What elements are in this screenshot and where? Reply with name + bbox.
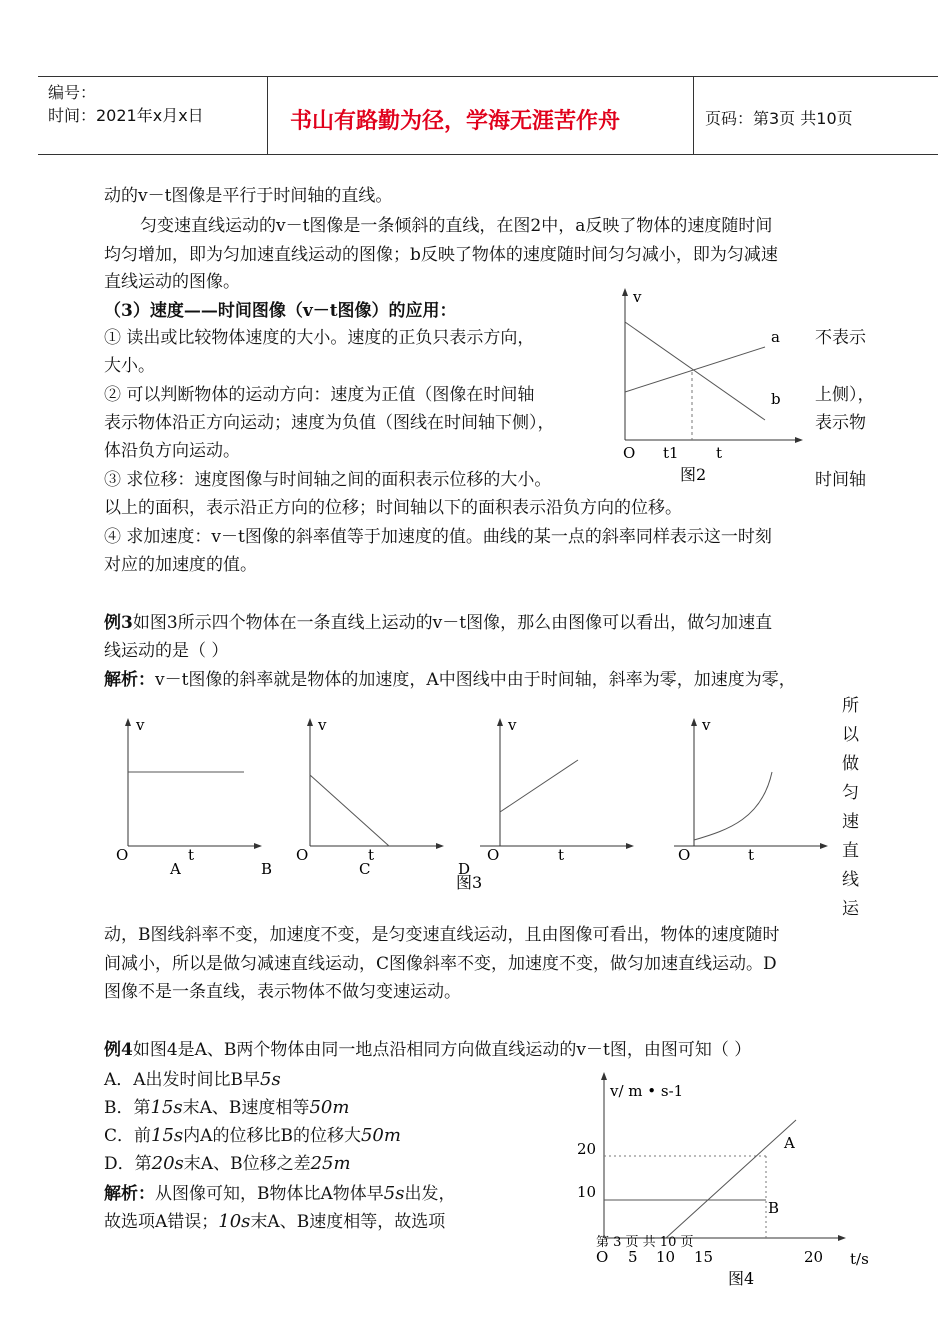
- header-top-line: [38, 76, 938, 77]
- header-divider-1: [267, 76, 268, 155]
- solution-4-line-2: [104, 1208, 445, 1236]
- para-2b: 均匀增加，即为匀加速直线运动的图像；b反映了物体的速度随时间匀匀减小，即为匀减速: [104, 245, 778, 265]
- vertical-char: 直: [842, 841, 859, 861]
- solution-4-line-1: [104, 1180, 455, 1208]
- solution-4-label: 解析：: [104, 1184, 155, 1204]
- item-2d: 表示物: [815, 413, 866, 433]
- doc-code-label: 编号：: [48, 83, 97, 102]
- solution-4-text-1: 从图像可知，B物体比A物体早: [155, 1184, 384, 1204]
- solution-3-vertical-column: [842, 692, 862, 924]
- header-motto: 书山有路勤为径，学海无涯苦作舟: [290, 109, 621, 134]
- figure-4: [570, 1066, 880, 1316]
- fig4-ytick-20: 20: [577, 1140, 597, 1158]
- fig3-c-line: [500, 760, 578, 812]
- vertical-char: 匀: [842, 783, 859, 803]
- fig4-xtick-10: 10: [656, 1248, 676, 1266]
- fig3-b-v: v: [318, 716, 327, 734]
- figure-2: [605, 282, 815, 494]
- item-3b: 时间轴: [815, 470, 866, 490]
- item-1a: ① 读出或比较物体速度的大小。速度的正负只表示方向，: [104, 328, 535, 348]
- option-c-math-1: 15s: [151, 1125, 184, 1146]
- option-d: [104, 1150, 351, 1178]
- vertical-char: 以: [842, 725, 859, 745]
- fig2-caption: 图2: [680, 465, 707, 484]
- vertical-char: 做: [842, 754, 859, 774]
- option-c-text-2: 内A的位移比B的位移大: [183, 1126, 361, 1146]
- example-3-line-2: 线运动的是（ ）: [104, 641, 229, 661]
- fig2-t1-label: t1: [663, 444, 679, 462]
- fig3-panel-a: [116, 716, 262, 878]
- item-2a: ② 可以判断物体的运动方向：速度为正值（图像在时间轴: [104, 385, 535, 405]
- solution-3-text-a: v－t图像的斜率就是物体的加速度，A中图线中由于时间轴，斜率为零，加速度为零，: [155, 670, 796, 690]
- fig3-d-curve: [694, 772, 772, 840]
- header-page-info: 页码：第3页 共10页: [705, 109, 853, 128]
- solution-4-text-4: 末A、B速度相等，故选项: [250, 1212, 446, 1232]
- fig3-d-t: t: [748, 846, 755, 864]
- option-b: [104, 1094, 349, 1122]
- vertical-char: 运: [842, 899, 859, 919]
- fig2-y-arrow: [622, 288, 628, 296]
- fig2-origin-label: O: [623, 444, 636, 462]
- fig3-caption: 图3: [456, 873, 483, 892]
- fig4-xlabel: t/s: [850, 1250, 869, 1268]
- fig4-line-b-label: B: [768, 1199, 780, 1217]
- fig2-line-a: [625, 347, 765, 392]
- fig4-xtick-o: O: [596, 1248, 609, 1266]
- solution-4-math-2: 10s: [218, 1211, 251, 1232]
- header-divider-2: [693, 76, 694, 155]
- section-heading-3: （3）速度——时间图像（v－t图像）的应用：: [104, 301, 457, 321]
- solution-3-line-4: 图像不是一条直线，表示物体不做匀变速运动。: [104, 982, 461, 1002]
- solution-4-text-3: 故选项A错误；: [104, 1212, 219, 1232]
- fig3-c-v: v: [508, 716, 517, 734]
- solution-3-line-2: 动，B图线斜率不变，加速度不变，是匀变速直线运动，且由图像可看出，物体的速度随时: [104, 925, 780, 945]
- fig4-xtick-20: 20: [804, 1248, 824, 1266]
- fig3-a-o: O: [116, 846, 129, 864]
- item-3c: 以上的面积，表示沿正方向的位移；时间轴以下的面积表示沿负方向的位移。: [104, 498, 682, 518]
- fig3-d-v: v: [702, 716, 711, 734]
- fig4-line-a-label: A: [784, 1134, 795, 1152]
- fig2-line-b: [625, 322, 765, 420]
- para-2c: 直线运动的图像。: [104, 272, 240, 292]
- item-4b: 对应的加速度的值。: [104, 555, 257, 575]
- fig3-a-v: v: [136, 716, 145, 734]
- fig3-d-o: O: [678, 846, 691, 864]
- item-2b: 上侧），: [815, 385, 875, 405]
- item-2e: 体沿负方向运动。: [104, 441, 240, 461]
- vertical-char: 线: [842, 870, 859, 890]
- example-4-text: 如图4是A、B两个物体由同一地点沿相同方向做直线运动的v－t图，由图可知（ ）: [132, 1040, 752, 1060]
- option-b-text: B．第: [104, 1098, 151, 1118]
- option-d-math-1: 20s: [151, 1153, 184, 1174]
- option-b-math-1: 15s: [150, 1097, 183, 1118]
- fig4-line-a: [666, 1120, 796, 1238]
- solution-3-line-3: 间减小，所以是做匀减速直线运动，C图像斜率不变，加速度不变，做匀加速直线运动。D: [104, 954, 777, 974]
- option-a: [104, 1066, 281, 1094]
- fig4-ytick-10: 10: [577, 1183, 597, 1201]
- fig3-d-label: D: [458, 860, 471, 878]
- fig4-xtick-15: 15: [694, 1248, 714, 1266]
- option-c-text: C．前: [104, 1126, 152, 1146]
- fig4-xtick-5: 5: [628, 1248, 638, 1266]
- option-c-math-2: 50m: [360, 1125, 401, 1146]
- fig2-t-label: t: [716, 444, 723, 462]
- figure-3: [104, 700, 834, 900]
- example-3-label: 例3: [104, 613, 133, 633]
- option-d-text: D．第: [104, 1154, 152, 1174]
- fig2-x-arrow: [795, 437, 803, 443]
- option-a-math: 5s: [260, 1069, 281, 1090]
- fig3-panel-b: [261, 716, 444, 878]
- vertical-char: 速: [842, 812, 859, 832]
- fig3-panel-d: [458, 716, 828, 878]
- item-2c: 表示物体沿正方向运动；速度为负值（图线在时间轴下侧），: [104, 413, 555, 433]
- option-c: [104, 1122, 401, 1150]
- option-a-text: A．A出发时间比B早: [104, 1070, 261, 1090]
- option-d-text-2: 末A、B位移之差: [183, 1154, 311, 1174]
- fig3-b-o: O: [296, 846, 309, 864]
- example-4-line: [104, 1036, 751, 1064]
- fig3-panel-c: [359, 716, 634, 878]
- fig3-c-label: C: [359, 860, 371, 878]
- fig3-b-line: [310, 775, 389, 846]
- fig3-b-t: t: [368, 846, 375, 864]
- solution-4-text-2: 出发，: [404, 1184, 456, 1204]
- fig3-c-o: O: [487, 846, 500, 864]
- para-2a: 匀变速直线运动的v－t图像是一条倾斜的直线，在图2中，a反映了物体的速度随时间: [140, 216, 773, 236]
- fig3-a-t: t: [188, 846, 195, 864]
- option-b-math-2: 50m: [309, 1097, 350, 1118]
- fig4-caption: 图4: [728, 1269, 755, 1288]
- example-3-text-a: 如图3所示四个物体在一条直线上运动的v－t图像，那么由图像可以看出，做匀加速直: [132, 613, 773, 633]
- example-4-label: 例4: [104, 1040, 133, 1060]
- option-d-math-2: 25m: [310, 1153, 351, 1174]
- solution-3-line-1: [104, 666, 796, 694]
- option-b-text-2: 末A、B速度相等: [182, 1098, 310, 1118]
- example-3-line-1: [104, 609, 772, 637]
- vertical-char: 所: [842, 696, 859, 716]
- item-1b: 不表示: [815, 328, 866, 348]
- header-bottom-line: [38, 154, 938, 155]
- solution-3-label: 解析：: [104, 670, 155, 690]
- solution-4-math-1: 5s: [383, 1183, 405, 1204]
- fig4-ylabel: v/ m • s-1: [610, 1082, 684, 1100]
- fig4-footer-text: 第 3 页 共 10 页: [596, 1235, 694, 1250]
- item-1c: 大小。: [104, 356, 155, 376]
- item-4a: ④ 求加速度：v－t图像的斜率值等于加速度的值。曲线的某一点的斜率同样表示这一时刻: [104, 527, 772, 547]
- fig3-a-label: A: [170, 860, 181, 878]
- item-3a: ③ 求位移：速度图像与时间轴之间的面积表示位移的大小。: [104, 470, 552, 490]
- fig2-v-label: v: [633, 288, 642, 306]
- fig3-c-t: t: [558, 846, 565, 864]
- fig2-a-label: a: [771, 328, 780, 346]
- para-1: 动的v－t图像是平行于时间轴的直线。: [104, 186, 393, 206]
- fig2-b-label: b: [771, 390, 781, 408]
- doc-date-label: 时间：2021年x月x日: [48, 106, 204, 125]
- fig3-b-label: B: [261, 860, 273, 878]
